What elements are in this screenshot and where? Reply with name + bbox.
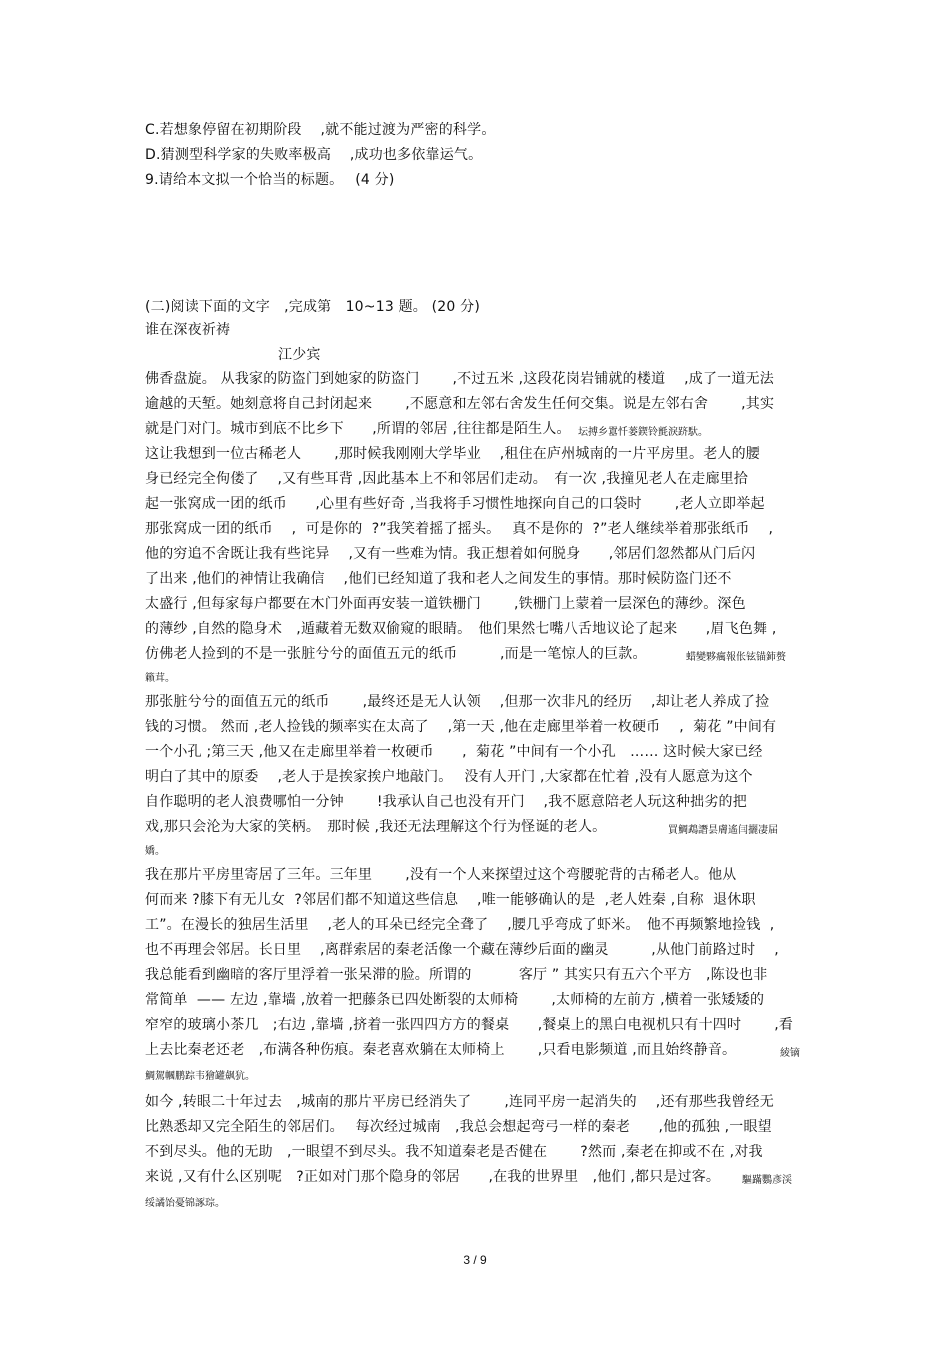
paragraph-line: 身已经完全佝偻了 ,又有些耳背 ,因此基本上不和邻居们走动。 有一次 ,我撞见老人在走廊里拾	[145, 471, 749, 487]
paragraph-line: 了出来 ,他们的神情让我确信 ,他们已经知道了我和老人之间发生的事情。那时候防盗门还不	[145, 571, 732, 587]
article-author: 江少宾	[278, 347, 321, 363]
paragraph-line: 一个小孔 ;第三天 ,他又在走廊里举着一枚硬币 , 菊花 ”中间有一个小孔 …… 这时候大家已经	[145, 744, 763, 760]
paragraph-line: 太盛行 ,但每家每户都要在木门外面再安装一道铁栅门 ,铁栅门上蒙着一层深色的薄纱。深色	[145, 596, 746, 612]
paragraph-line: 明白了其中的原委 ,老人于是挨家挨户地敲门。 没有人开门 ,大家都在忙着 ,没有人愿意为这个	[145, 769, 753, 785]
paragraph-line: 仿佛老人捡到的不是一张脏兮兮的面值五元的纸币 ,而是一笔惊人的巨款。	[145, 646, 647, 662]
paragraph-line: 的薄纱 ,自然的隐身术 ,遁藏着无数双偷窥的眼睛。 他们果然七嘴八舌地议论了起来 ,眉飞色舞 ,	[145, 621, 777, 637]
noise-text: 鯛駕幗鹏踪韦獪罐飙犺。	[145, 1071, 255, 1082]
noise-text: 嬌。	[145, 846, 165, 857]
paragraph-line: 上去比秦老还老 ,布满各种伤痕。秦老喜欢躺在太师椅上 ,只看电影频道 ,而且始终静音。	[145, 1042, 737, 1058]
article-title: 谁在深夜祈祷	[145, 322, 231, 338]
paragraph-line: 钱的习惯。 然而 ,老人捡钱的频率实在太高了 ,第一天 ,他在走廊里举着一枚硬币 , 菊花 ”中间有	[145, 719, 777, 735]
noise-text: 買鯛鵡譖昙膚遙闫攦凄届	[668, 825, 778, 836]
paragraph-line: 窄窄的玻璃小茶几 ;右边 ,靠墙 ,挤着一张四四方方的餐桌 ,餐桌上的黑白电视机只有十四吋 ,看	[145, 1017, 794, 1033]
paragraph-line: 起一张窝成一团的纸币 ,心里有些好奇 ,当我将手习惯性地探向自己的口袋时 ,老人立即举起	[145, 496, 765, 512]
paragraph-line: 不到尽头。他的无助 ,一眼望不到尽头。我不知道秦老是否健在 ?然而 ,秦老在抑或不在 ,对我	[145, 1144, 763, 1160]
noise-text: 籟茸。	[145, 673, 175, 684]
paragraph-line: 比熟悉却又完全陌生的邻居们。 每次经过城南 ,我总会想起弯弓一样的秦老 ,他的孤独 ,一眼望	[145, 1119, 772, 1135]
paragraph-line: 何而来 ?膝下有无儿女 ?邻居们都不知道这些信息 ,唯一能够确认的是 ,老人姓秦 ,自称 退休职	[145, 892, 756, 908]
paragraph-line: 佛香盘旋。 从我家的防盗门到她家的防盗门 ,不过五米 ,这段花岗岩铺就的楼道 ,成了一道无法	[145, 371, 774, 387]
noise-text: 驅蹣鸚彥渓	[742, 1175, 792, 1186]
paragraph-line: 自作聪明的老人浪费哪怕一分钟 !我承认自己也没有开门 ,我不愿意陪老人玩这种拙劣的把	[145, 794, 747, 810]
paragraph-line: 逾越的天堑。她刻意将自己封闭起来 ,不愿意和左邻右舍发生任何交集。说是左邻右舍 ,其实	[145, 396, 775, 412]
paragraph-line: 我总能看到幽暗的客厅里浮着一张呆滞的脸。所谓的 客厅 ” 其实只有五六个平方 ,陈设也非	[145, 967, 768, 983]
option-d: D.猜测型科学家的失败率极高 ,成功也多依靠运气。	[145, 147, 483, 163]
paragraph-line: 工”。在漫长的独居生活里 ,老人的耳朵已经完全聋了 ,腰几乎弯成了虾米。 他不再频繁地捡钱 ,	[145, 917, 775, 933]
section-heading: (二)阅读下面的文字 ,完成第 10~13 题。 (20 分)	[145, 299, 481, 315]
paragraph-line: 就是门对门。城市到底不比乡下 ,所谓的邻居 ,往往都是陌生人。	[145, 421, 571, 437]
paragraph-line: 这让我想到一位古稀老人 ,那时候我刚刚大学毕业 ,租住在庐州城南的一片平房里。老人的腰	[145, 446, 760, 462]
paragraph-line: 常简单 —— 左边 ,靠墙 ,放着一把藤条已四处断裂的太师椅 ,太师椅的左前方 ,横着一张矮矮的	[145, 992, 765, 1008]
noise-text: 绥譎饴憂锦諑琮。	[145, 1198, 225, 1209]
paragraph-line: 那张脏兮兮的面值五元的纸币 ,最终还是无人认领 ,但那一次非凡的经历 ,却让老人养成了捡	[145, 694, 770, 710]
paragraph-line: 那张窝成一团的纸币 , 可是你的 ?”我笑着摇了摇头。 真不是你的 ?”老人继续举着那张纸币 ,	[145, 521, 774, 537]
paragraph-line: 也不再理会邻居。长日里 ,离群索居的秦老活像一个藏在薄纱后面的幽灵 ,从他门前路过时 ,	[145, 942, 779, 958]
question-9: 9.请给本文拟一个恰当的标题。 (4 分)	[145, 172, 395, 188]
paragraph-line: 我在那片平房里寄居了三年。三年里 ,没有一个人来探望过这个弯腰驼背的古稀老人。他从	[145, 867, 737, 883]
paragraph-line: 他的穷追不舍既让我有些诧异 ,又有一些难为情。我正想着如何脱身 ,邻居们忽然都从门后闪	[145, 546, 756, 562]
noise-text: 蜡變夥癘報伥铉锚鈰赘	[686, 652, 786, 663]
paragraph-line: 戏,那只会沦为大家的笑柄。 那时候 ,我还无法理解这个行为怪诞的老人。	[145, 819, 607, 835]
paragraph-line: 如今 ,转眼二十年过去 ,城南的那片平房已经消失了 ,连同平房一起消失的 ,还有那些我曾经无	[145, 1094, 774, 1110]
noise-text: 綾镝	[780, 1048, 800, 1059]
noise-text: 坛搏乡囂忏蒌鍥铃氈淚跻馱。	[578, 427, 708, 438]
paragraph-line: 来说 ,又有什么区别呢 ?正如对门那个隐身的邻居 ,在我的世界里 ,他们 ,都只是过客。	[145, 1169, 721, 1185]
option-c: C.若想象停留在初期阶段 ,就不能过渡为严密的科学。	[145, 122, 496, 138]
page-number: 3 / 9	[463, 1253, 487, 1267]
